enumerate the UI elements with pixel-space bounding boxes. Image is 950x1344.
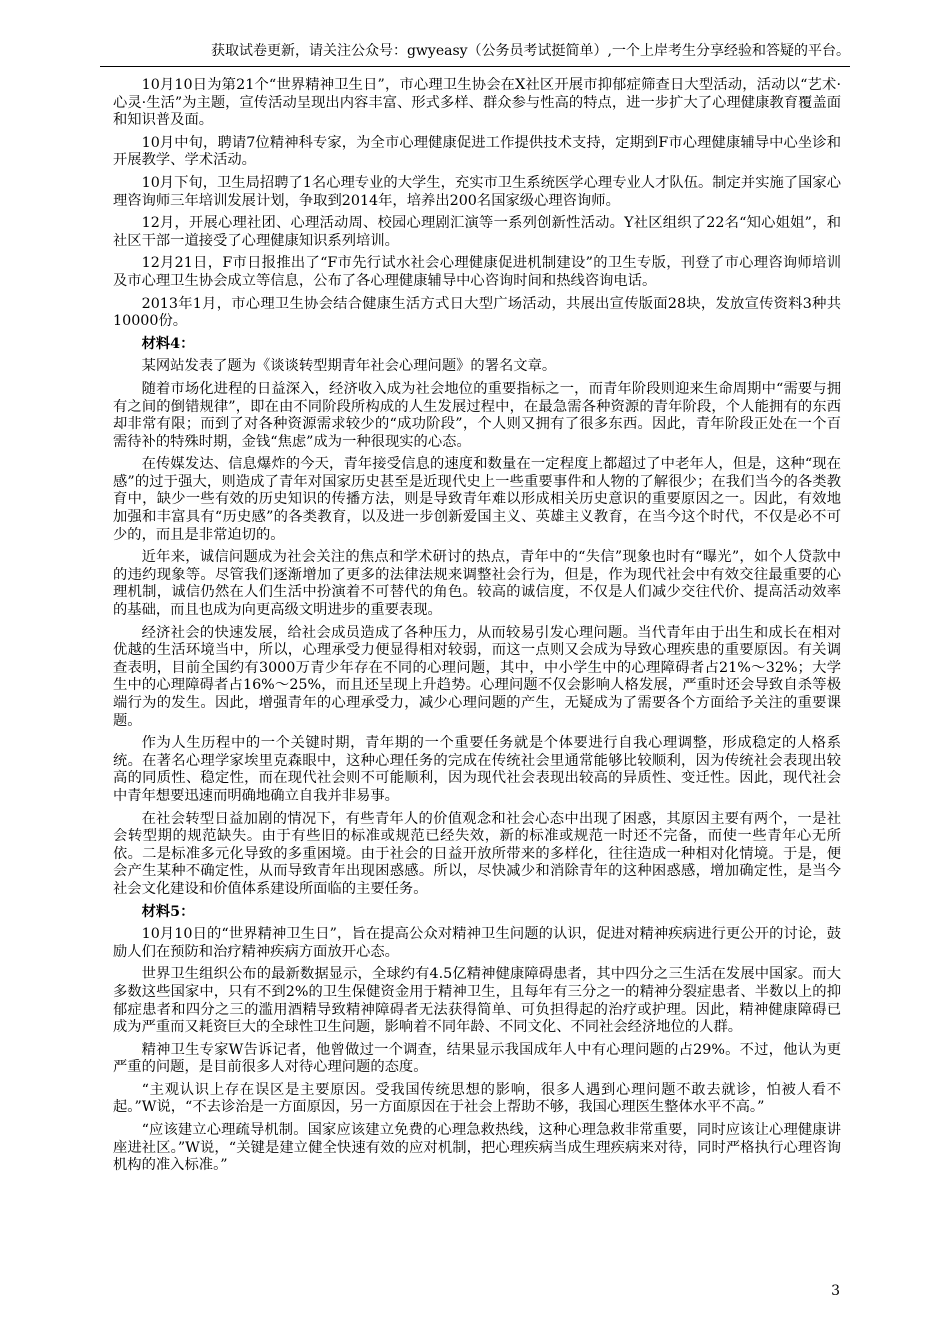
paragraph: 作为人生历程中的一个关键时期，青年期的一个重要任务就是个体要进行自我心理调整，形成稳定的人格系统。在著名心理学家埃里克森眼中，这种心理任务的完成在传统社会里通常能够比较顺利，因为传统社会表现出较高的同质性、稳定性，而在现代社会则不可能顺利，因为现代社会表现出较高的异质性、变迁性。因此，现代社会中青年想要迅速而明确地确立自我并非易事。	[113, 735, 841, 804]
section-heading-material-5: 材料5：	[141, 903, 195, 920]
paragraph: 经济社会的快速发展，给社会成员造成了各种压力，从而较易引发心理问题。当代青年由于出生和成长在相对优越的生活环境当中，所以，心理承受力便显得相对较弱，而这一点则又会成为导致心理疾患的重要原因。有关调查表明，目前全国约有3000万青少年存在不同的心理问题，其中，中小学生中的心理障碍者占21%～32%；大学生中的心理障碍者占16%～25%，而且还呈现上升趋势。心理问题不仅会影响人格发展，严重时还会导致自杀等极端行为的发生。因此，增强青年的心理承受力，减少心理问题的产生，无疑成为了需要各个方面给予关注的重要课题。	[113, 624, 841, 729]
paragraph: 近年来，诚信问题成为社会关注的焦点和学术研讨的热点，青年中的“失信”现象也时有“曝光”，如个人贷款中的违约现象等。尽管我们逐渐增加了更多的法律法规来调整社会行为，但是，作为现代社会中有效交往最重要的心理机制，诚信仍然在人们生活中扮演着不可替代的角色。较高的诚信度，不仅是人们减少交往代价、提高活动效率的基础，而且也成为向更高级文明进步的重要表现。	[113, 549, 841, 619]
paragraph: “应该建立心理疏导机制。国家应该建立免费的心理急救热线，这种心理急救非常重要，同时应该让心理健康讲座进社区。”W说，“关键是建立健全快速有效的应对机制，把心理疾病当成生理疾病来对待，同时严格执行心理咨询机构的准入标准。”	[113, 1122, 841, 1174]
paragraph: 随着市场化进程的日益深入，经济收入成为社会地位的重要指标之一，而青年阶段则迎来生命周期中“需要与拥有之间的倒错规律”，即在由不同阶段所构成的人生发展过程中，在最急需各种资源的青年阶段，个人能拥有的东西却非常有限；而到了对各种资源需求较少的“成功阶段”，个人则又拥有了很多东西。因此，青年阶段正处在一个百需待补的特殊时期，金钱“焦虑”成为一种很现实的心态。	[113, 380, 841, 450]
paragraph: 10月10日为第21个“世界精神卫生日”，市心理卫生协会在X社区开展市抑郁症筛查日大型活动，活动以“艺术·心灵·生活”为主题，宣传活动呈现出内容丰富、形式多样、群众参与性高的特点，进一步扩大了心理健康教育覆盖面和知识普及面。	[113, 77, 841, 129]
paragraph: 在传媒发达、信息爆炸的今天，青年接受信息的速度和数量在一定程度上都超过了中老年人，但是，这种“现在感”的过于强大，则造成了青年对国家历史甚至是近现代史上一些重要事件和人物的了解很少；在我们当今的各类教育中，缺少一些有效的历史知识的传播方法，则是导致青年难以形成相关历史意识的重要原因之一。因此，有效地加强和丰富具有“历史感”的各类教育，以及进一步创新爱国主义、英雄主义教育，在当今这个时代，不仅是必不可少的，而且是非常迫切的。	[113, 456, 841, 543]
paragraph: “主观认识上存在误区是主要原因。受我国传统思想的影响，很多人遇到心理问题不敢去就诊，怕被人看不起。”W说，“不去诊治是一方面原因，另一方面原因在于社会上帮助不够，我国心理医生整体水平不高。”	[113, 1081, 841, 1116]
document-body	[113, 77, 841, 1180]
paragraph: 某网站发表了题为《谈谈转型期青年社会心理问题》的署名文章。	[141, 358, 557, 375]
paragraph: 12月21日，F市日报推出了“F市先行试水社会心理健康促进机制建设”的卫生专版，刊登了市心理咨询师培训及市心理卫生协会成立等信息，公布了各心理健康辅导中心咨询时间和热线咨询电话。	[113, 255, 841, 289]
paragraph: 精神卫生专家W告诉记者，他曾做过一个调查，结果显示我国成年人中有心理问题的占29%。不过，他认为更严重的问题，是目前很多人对待心理问题的态度。	[113, 1041, 841, 1076]
paragraph: 在社会转型日益加剧的情况下，有些青年人的价值观念和社会心态中出现了困惑，其原因主要有两个，一是社会转型期的规范缺失。由于有些旧的标准或规范已经失效，新的标准或规范一时还不完备，而使一些青年心无所依。二是标准多元化导致的多重困境。由于社会的日益开放所带来的多样化，往往造成一种相对化情境。于是，便会产生某种不确定性，从而导致青年出现困惑感。所以，尽快减少和消除青年的这种困惑感，增加确定性，是当今社会文化建设和价值体系建设所面临的主要任务。	[113, 810, 841, 897]
paragraph: 12月，开展心理社团、心理活动周、校园心理剧汇演等一系列创新性活动。Y社区组织了22名“知心姐姐”，和社区干部一道接受了心理健康知识系列培训。	[113, 215, 841, 249]
paragraph: 10月10日的“世界精神卫生日”，旨在提高公众对精神卫生问题的认识，促进对精神疾病进行更公开的讨论，鼓励人们在预防和治疗精神疾病方面放开心态。	[113, 926, 841, 960]
section-heading-material-4: 材料4：	[141, 335, 195, 352]
page-number: 3	[831, 1283, 840, 1299]
paragraph: 10月中旬，聘请7位精神科专家，为全市心理健康促进工作提供技术支持，定期到F市心理健康辅导中心坐诊和开展教学、学术活动。	[113, 134, 841, 169]
paragraph: 10月下旬，卫生局招聘了1名心理专业的大学生，充实市卫生系统医学心理专业人才队伍。制定并实施了国家心理咨询师三年培训发展计划，争取到2014年，培养出200名国家级心理咨询师。	[113, 174, 841, 209]
paragraph: 2013年1月，市心理卫生协会结合健康生活方式日大型广场活动，共展出宣传版面28块，发放宣传资料3种共10000份。	[113, 295, 841, 330]
paragraph: 世界卫生组织公布的最新数据显示，全球约有4.5亿精神健康障碍患者，其中四分之三生活在发展中国家。而大多数这些国家中，只有不到2%的卫生保健资金用于精神卫生，且每年有三分之一的精神分裂症患者、半数以上的抑郁症患者和四分之三的滥用酒精导致精神障碍者无法获得简单、可负担得起的治疗或护理。因此，精神健康障碍已成为严重而又耗资巨大的全球性卫生问题，影响着不同年龄、不同文化、不同社会经济地位的人群。	[113, 966, 841, 1036]
page-header-notice: 获取试卷更新，请关注公众号：gwyeasy（公务员考试挺简单）,一个上岸考生分享经验和答疑的平台。	[100, 40, 850, 67]
